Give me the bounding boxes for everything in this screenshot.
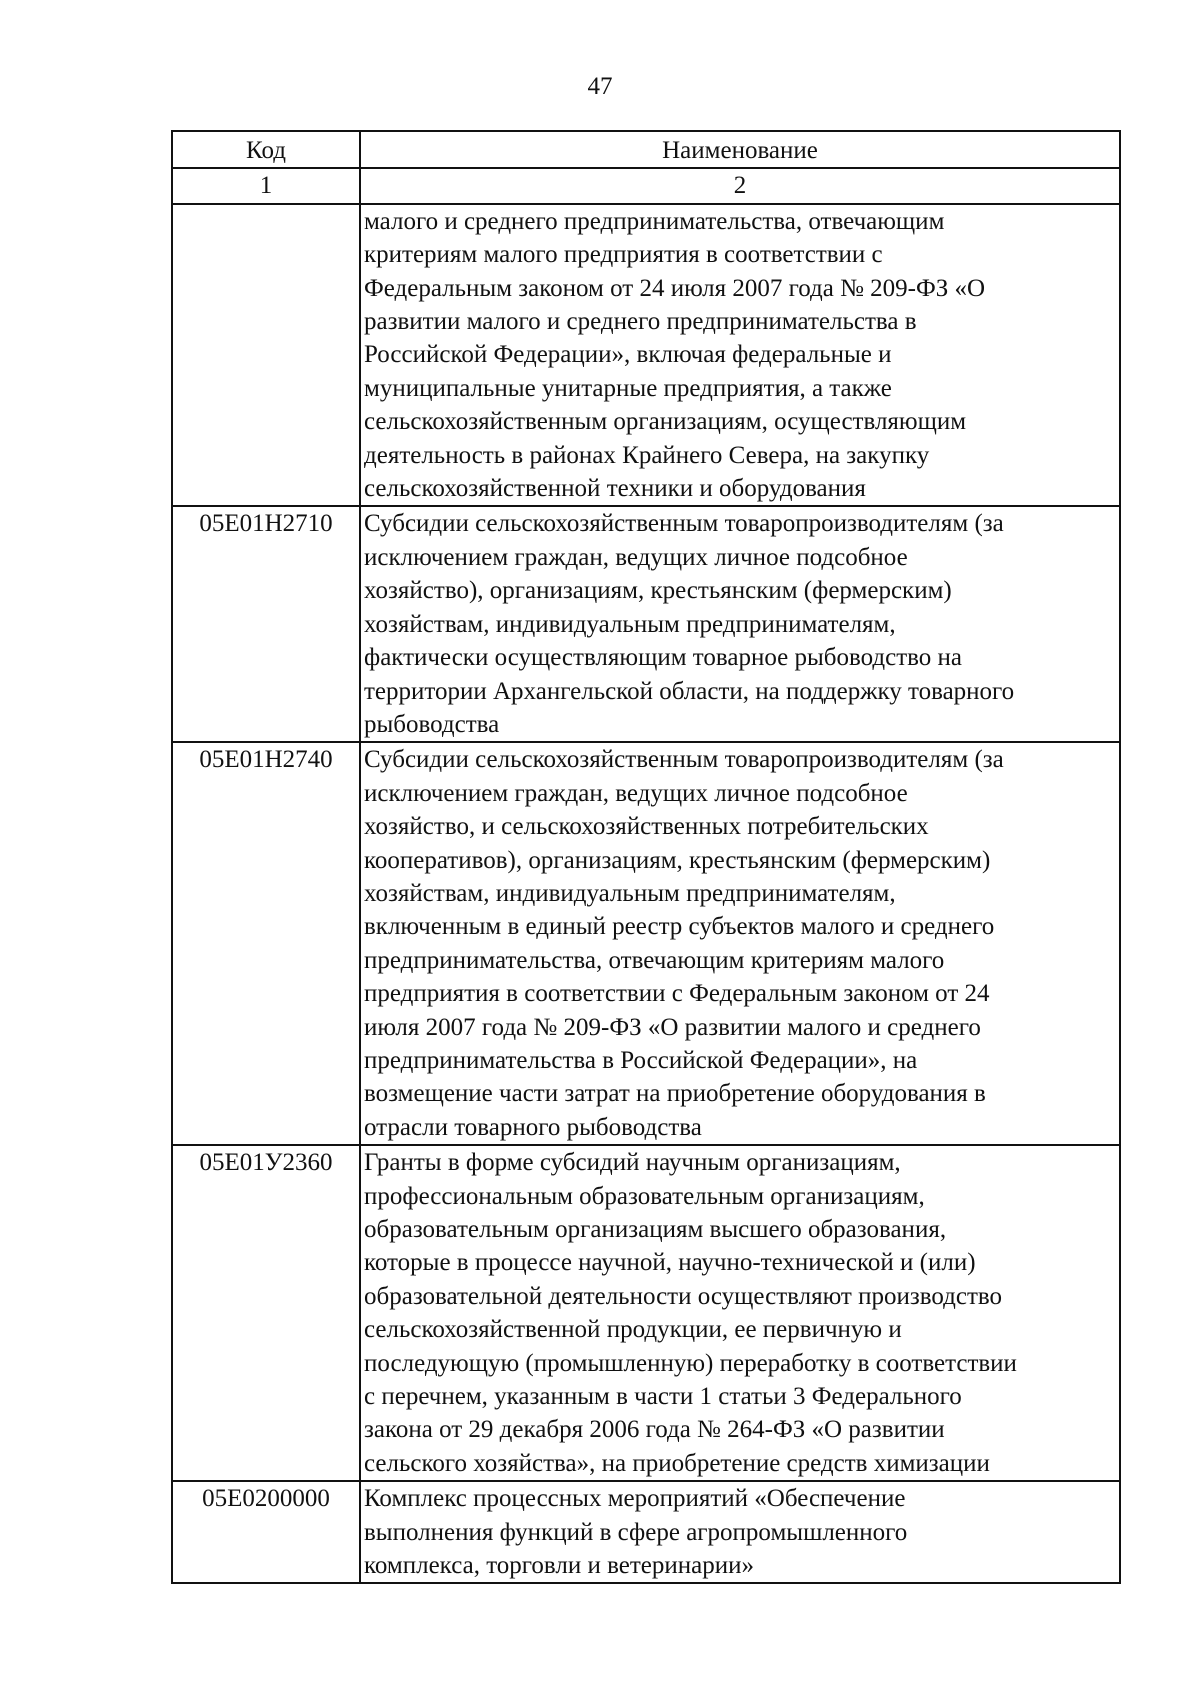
row-code: 05Е01У2360 (172, 1145, 360, 1481)
row-name-line: Субсидии сельскохозяйственным товаропроизводителям (за (364, 746, 1004, 774)
row-name-line: предпринимательства в Российской Федерации», на (364, 1046, 918, 1074)
column-number-code: 1 (172, 168, 360, 203)
row-name-line: последующую (промышленную) переработку в соответствии (364, 1349, 1017, 1377)
table-row (172, 506, 1120, 742)
row-name-line: критериям малого предприятия в соответствии с (364, 241, 883, 269)
row-name (360, 1481, 1120, 1583)
row-name-line: территории Архангельской области, на поддержку товарного (364, 677, 1015, 705)
row-name-line: фактически осуществляющим товарное рыбоводство на (364, 644, 963, 672)
row-name-line: образовательной деятельности осуществляют производство (364, 1282, 1003, 1310)
budget-code-table (171, 130, 1121, 1584)
header-name: Наименование (360, 131, 1120, 168)
row-name-line: образовательным организациям высшего образования, (364, 1216, 947, 1243)
row-name-line: кооперативов), организациям, крестьянским (фермерским) (364, 846, 991, 874)
row-name-line: развитии малого и среднего предпринимательства в (364, 308, 917, 336)
table-row (172, 204, 1120, 507)
row-name-line: возмещение части затрат на приобретение оборудования в (364, 1080, 986, 1108)
page-number: 47 (587, 73, 613, 100)
row-name-line: профессиональным образовательным организациям, (364, 1182, 925, 1210)
table-row (172, 1481, 1120, 1583)
row-name (360, 742, 1120, 1145)
row-name-line: закона от 29 декабря 2006 года № 264-ФЗ «О развитии (364, 1416, 945, 1444)
row-name-line: деятельность в районах Крайнего Севера, на закупку (364, 441, 930, 469)
row-name-line: отрасли товарного рыбоводства (364, 1113, 702, 1141)
row-name-line: включенным в единый реестр субъектов малого и среднего (364, 913, 995, 941)
row-name-line: выполнения функций в сфере агропромышленного (364, 1518, 908, 1546)
row-name-line: хозяйствам, индивидуальным предпринимателям, (364, 879, 896, 907)
row-name-line: предпринимательства, отвечающим критериям малого (364, 946, 945, 974)
table-row (172, 1145, 1120, 1481)
row-name-line: сельского хозяйства», на приобретение средств химизации (364, 1449, 990, 1477)
row-name-line: хозяйство), организациям, крестьянским (фермерским) (364, 577, 952, 605)
row-name-line: Гранты в форме субсидий научным организациям, (364, 1149, 901, 1177)
row-name-line: предприятия в соответствии с Федеральным законом от 24 (364, 980, 990, 1008)
column-number-row (172, 168, 1120, 203)
row-name-line: Федеральным законом от 24 июля 2007 года № 209-ФЗ «О (364, 274, 986, 302)
table-header-row (172, 131, 1120, 168)
row-name-line: сельскохозяйственным организациям, осуществляющим (364, 408, 967, 436)
row-name-line: с перечнем, указанным в части 1 статьи 3 Федерального (364, 1383, 962, 1411)
row-code: 05Е01Н2740 (172, 742, 360, 1145)
row-name (360, 1145, 1120, 1481)
row-name-line: сельскохозяйственной техники и оборудования (364, 475, 866, 503)
header-code: Код (172, 131, 360, 168)
row-name-line: хозяйствам, индивидуальным предпринимателям, (364, 610, 896, 638)
row-name-line: хозяйство, и сельскохозяйственных потребительских (364, 813, 929, 841)
row-name-line: малого и среднего предпринимательства, отвечающим (364, 207, 945, 235)
row-name-line: которые в процессе научной, научно-технической и (или) (364, 1249, 976, 1277)
row-code: 05Е0200000 (172, 1481, 360, 1583)
row-name-line: исключением граждан, ведущих личное подсобное (364, 543, 908, 571)
row-name-line: Российской Федерации», включая федеральные и (364, 341, 892, 369)
row-name-line: рыбоводства (364, 710, 500, 738)
row-name-line: комплекса, торговли и ветеринарии» (364, 1552, 755, 1580)
row-name (360, 506, 1120, 742)
row-name-line: Субсидии сельскохозяйственным товаропроизводителям (за (364, 510, 1004, 538)
table-body (172, 204, 1120, 1584)
row-name-line: исключением граждан, ведущих личное подсобное (364, 779, 908, 807)
table-row (172, 742, 1120, 1145)
row-name-line: июля 2007 года № 209-ФЗ «О развитии малого и среднего (364, 1013, 981, 1041)
column-number-name: 2 (360, 168, 1120, 203)
row-name-line: Комплекс процессных мероприятий «Обеспечение (364, 1485, 906, 1513)
row-code: 05Е01Н2710 (172, 506, 360, 742)
row-name-line: сельскохозяйственной продукции, ее первичную и (364, 1316, 902, 1344)
row-name-line: муниципальные унитарные предприятия, а также (364, 374, 892, 402)
row-name (360, 204, 1120, 507)
row-code (172, 204, 360, 507)
